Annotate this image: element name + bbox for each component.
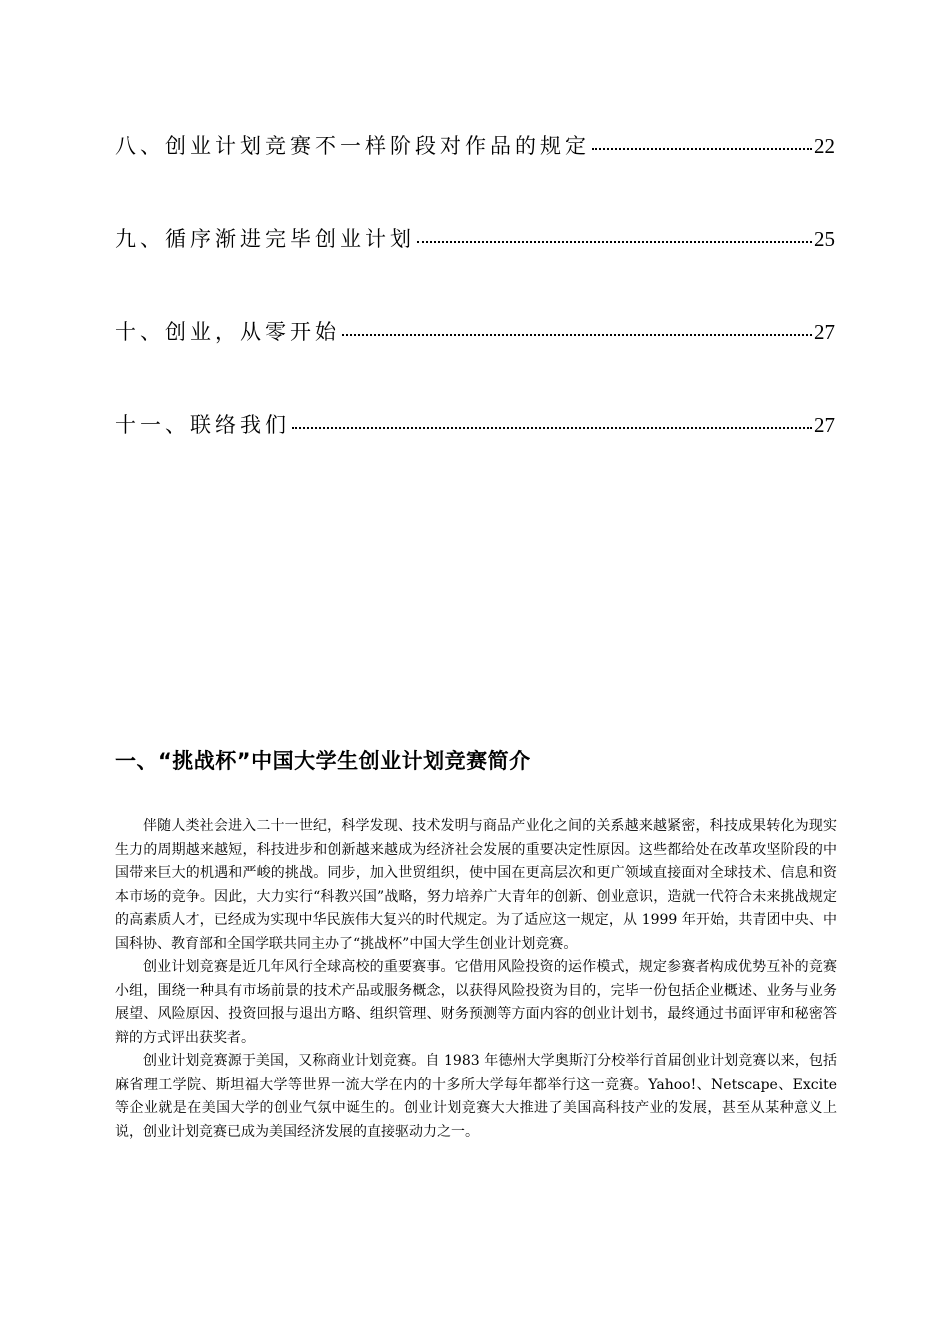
table-of-contents bbox=[115, 130, 835, 502]
toc-leader-dots bbox=[417, 241, 812, 243]
toc-entry-11[interactable] bbox=[115, 409, 835, 502]
toc-entry-label: 十一、联络我们 bbox=[115, 413, 290, 437]
toc-page-number: 27 bbox=[814, 320, 835, 344]
toc-page-number: 27 bbox=[814, 413, 835, 437]
toc-entry-label: 九、循序渐进完毕创业计划 bbox=[115, 227, 415, 251]
section-introduction bbox=[115, 745, 837, 1144]
toc-entry-label: 八、创业计划竞赛不一样阶段对作品的规定 bbox=[115, 134, 590, 158]
toc-leader-dots bbox=[292, 427, 812, 429]
toc-leader-dots bbox=[592, 148, 812, 150]
section-title: 一、“挑战杯”中国大学生创业计划竞赛简介 bbox=[115, 749, 531, 773]
paragraph: 创业计划竞赛是近几年风行全球高校的重要赛事。它借用风险投资的运作模式，规定参赛者构成优势互补的竞赛小组，围绕一种具有市场前景的技术产品或服务概念，以获得风险投资为目的，完毕一份包括企业概述、业务与业务展望、风险原因、投资回报与退出方略、组织管理、财务预测等方面内容的创业计划书，最终通过书面评审和秘密答辩的方式评出获奖者。 bbox=[115, 959, 837, 1046]
toc-entry-label: 十、创业，从零开始 bbox=[115, 320, 340, 344]
paragraph: 创业计划竞赛源于美国，又称商业计划竞赛。自 1983 年德州大学奥斯汀分校举行首届创业计划竞赛以来，包括麻省理工学院、斯坦福大学等世界一流大学在内的十多所大学每年都举行这一竞赛。Yahoo!、Netscape、Excite 等企业就是在美国大学的创业气氛中诞生的。创业计划竞赛大大推进了美国高科技产业的发展，甚至从某种意义上说，创业计划竞赛已成为美国经济发展的直接驱动力之一。 bbox=[115, 1053, 837, 1140]
toc-page-number: 25 bbox=[814, 227, 835, 251]
toc-page-number: 22 bbox=[814, 134, 835, 158]
toc-entry-9[interactable] bbox=[115, 223, 835, 316]
toc-entry-8[interactable] bbox=[115, 130, 835, 223]
toc-leader-dots bbox=[342, 334, 812, 336]
paragraph: 伴随人类社会进入二十一世纪，科学发现、技术发明与商品产业化之间的关系越来越紧密，科技成果转化为现实生力的周期越来越短，科技进步和创新越来越成为经济社会发展的重要决定性原因。这些都给处在改革攻坚阶段的中国带来巨大的机遇和严峻的挑战。同步，加入世贸组织，使中国在更高层次和更广领域直接面对全球技术、信息和资本市场的竞争。因此，大力实行“科教兴国”战略，努力培养广大青年的创新、创业意识，造就一代符合未来挑战规定的高素质人才，已经成为实现中华民族伟大复兴的时代规定。为了适应这一规定，从 1999 年开始，共青团中央、中国科协、教育部和全国学联共同主办了“挑战杯”中国大学生创业计划竞赛。 bbox=[115, 818, 837, 952]
toc-entry-10[interactable] bbox=[115, 316, 835, 409]
